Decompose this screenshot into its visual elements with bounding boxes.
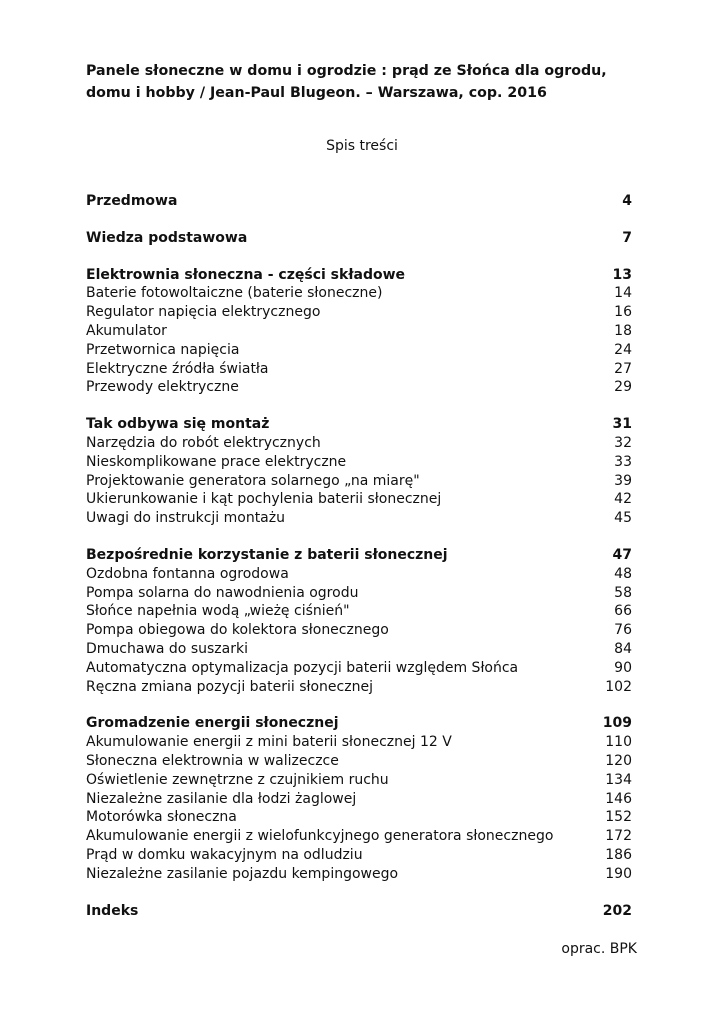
toc-subentry — [86, 771, 632, 790]
toc-entry-label: Przedmowa — [86, 193, 178, 209]
toc-subentry — [86, 808, 632, 827]
toc-entry-label: Niezależne zasilanie dla łodzi żaglowej — [86, 790, 357, 807]
toc-entry-label: Narzędzia do robót elektrycznych — [86, 434, 321, 451]
toc-entry-page: 42 — [614, 491, 632, 508]
toc-entry-page: 29 — [614, 379, 632, 396]
toc-subentry — [86, 453, 632, 472]
toc-entry-page: 58 — [614, 584, 632, 601]
toc-entry-page: 24 — [614, 341, 632, 358]
toc-spacer — [86, 248, 632, 266]
toc-entry-page: 14 — [614, 285, 632, 302]
toc-subentry — [86, 378, 632, 397]
toc-entry-label: Przetwornica napięcia — [86, 341, 240, 358]
toc-chapter — [86, 714, 632, 733]
toc-entry-label: Projektowanie generatora solarnego „na miarę" — [86, 472, 420, 489]
toc-entry-label: Ręczna zmiana pozycji baterii słonecznej — [86, 678, 373, 695]
toc-entry-page: 39 — [614, 472, 632, 489]
toc-entry-page: 48 — [614, 565, 632, 582]
toc-entry-label: Motorówka słoneczna — [86, 809, 237, 826]
toc-spacer — [86, 884, 632, 902]
toc-subentry — [86, 752, 632, 771]
toc-spacer — [86, 696, 632, 714]
toc-entry-page: 16 — [614, 304, 632, 321]
toc-spacer — [86, 397, 632, 415]
toc-subentry — [86, 678, 632, 697]
toc-spacer — [86, 528, 632, 546]
toc-entry-page: 33 — [614, 453, 632, 470]
toc-chapter — [86, 415, 632, 434]
toc-entry-page: 27 — [614, 360, 632, 377]
toc-entry-label: Słoneczna elektrownia w walizeczce — [86, 752, 339, 769]
toc-entry-label: Baterie fotowoltaiczne (baterie słoneczne) — [86, 285, 383, 302]
toc-entry-page: 47 — [612, 546, 632, 563]
toc-subentry — [86, 659, 632, 678]
toc-entry-page: 66 — [614, 603, 632, 620]
toc-entry-label: Wiedza podstawowa — [86, 229, 248, 246]
toc-entry-page: 7 — [622, 229, 632, 246]
toc-subentry — [86, 341, 632, 360]
toc-chapter — [86, 229, 632, 248]
toc-subentry — [86, 846, 632, 865]
toc-subentry — [86, 584, 632, 603]
toc-entry-label: Niezależne zasilanie pojazdu kempingowego — [86, 865, 399, 882]
toc-subentry — [86, 640, 632, 659]
toc-chapter — [86, 266, 632, 285]
toc-entry-label: Prąd w domku wakacyjnym na odludziu — [86, 846, 363, 863]
toc-entry-label: Automatyczna optymalizacja pozycji baterii względem Słońca — [86, 659, 519, 676]
toc-entry-page: 186 — [605, 846, 632, 863]
toc-entry-label: Pompa solarna do nawodnienia ogrodu — [86, 584, 359, 601]
toc-subentry — [86, 565, 632, 584]
toc-entry-label: Bezpośrednie korzystanie z baterii słonecznej — [86, 546, 448, 563]
footer-credit: oprac. BPK — [561, 941, 637, 957]
toc-subentry — [86, 434, 632, 453]
toc-entry-label: Regulator napięcia elektrycznego — [86, 304, 321, 321]
toc-subentry — [86, 322, 632, 341]
toc-spacer — [86, 211, 632, 229]
toc-subentry — [86, 790, 632, 809]
toc-subentry — [86, 303, 632, 322]
toc-subentry — [86, 284, 632, 303]
toc-entry-page: 146 — [605, 790, 632, 807]
toc-entry-label: Ukierunkowanie i kąt pochylenia baterii słonecznej — [86, 491, 442, 508]
toc-entry-label: Elektryczne źródła światła — [86, 360, 269, 377]
toc-subentry — [86, 621, 632, 640]
toc-entry-page: 18 — [614, 322, 632, 339]
toc-entry-label: Przewody elektryczne — [86, 379, 239, 396]
toc-entry-label: Ozdobna fontanna ogrodowa — [86, 565, 289, 582]
toc-chapter — [86, 546, 632, 565]
toc-entry-label: Akumulowanie energii z wielofunkcyjnego generatora słonecznego — [86, 828, 554, 845]
toc-entry-page: 109 — [602, 715, 632, 732]
toc-subentry — [86, 472, 632, 491]
toc-entry-page: 13 — [612, 266, 632, 283]
toc-entry-label: Nieskomplikowane prace elektryczne — [86, 453, 347, 470]
table-of-contents — [86, 192, 632, 920]
toc-entry-page: 31 — [612, 416, 632, 433]
toc-entry-page: 172 — [605, 828, 632, 845]
toc-entry-page: 4 — [622, 193, 632, 209]
toc-entry-page: 32 — [614, 434, 632, 451]
toc-entry-page: 84 — [614, 640, 632, 657]
toc-entry-page: 45 — [614, 510, 632, 527]
toc-chapter — [86, 902, 632, 921]
toc-subentry — [86, 827, 632, 846]
toc-entry-page: 152 — [605, 809, 632, 826]
toc-entry-page: 110 — [605, 734, 632, 751]
toc-entry-label: Dmuchawa do suszarki — [86, 640, 248, 657]
toc-subentry — [86, 602, 632, 621]
toc-entry-page: 90 — [614, 659, 632, 676]
toc-entry-label: Oświetlenie zewnętrzne z czujnikiem ruchu — [86, 771, 389, 788]
document-title: Panele słoneczne w domu i ogrodzie : prąd ze Słońca dla ogrodu, domu i hobby / Jean-Paul Blugeon. – Warszawa, cop. 2016 — [86, 63, 607, 101]
toc-entry-label: Uwagi do instrukcji montażu — [86, 510, 285, 527]
toc-entry-page: 120 — [605, 752, 632, 769]
toc-entry-label: Słońce napełnia wodą „wieżę ciśnień" — [86, 603, 350, 620]
toc-entry-page: 202 — [602, 902, 632, 919]
toc-subentry — [86, 509, 632, 528]
toc-subentry — [86, 733, 632, 752]
toc-entry-page: 76 — [614, 622, 632, 639]
toc-chapter — [86, 192, 632, 211]
toc-entry-label: Akumulowanie energii z mini baterii słonecznej 12 V — [86, 734, 452, 751]
toc-entry-label: Akumulator — [86, 322, 167, 339]
toc-entry-label: Gromadzenie energii słonecznej — [86, 715, 339, 732]
toc-entry-page: 134 — [605, 771, 632, 788]
toc-subentry — [86, 490, 632, 509]
toc-heading: Spis treści — [326, 138, 398, 154]
toc-entry-page: 102 — [605, 678, 632, 695]
toc-entry-page: 190 — [605, 865, 632, 882]
toc-entry-label: Elektrownia słoneczna - części składowe — [86, 266, 406, 283]
toc-subentry — [86, 360, 632, 379]
toc-entry-label: Indeks — [86, 902, 139, 919]
toc-entry-label: Pompa obiegowa do kolektora słonecznego — [86, 622, 389, 639]
toc-subentry — [86, 865, 632, 884]
toc-entry-label: Tak odbywa się montaż — [86, 416, 270, 433]
